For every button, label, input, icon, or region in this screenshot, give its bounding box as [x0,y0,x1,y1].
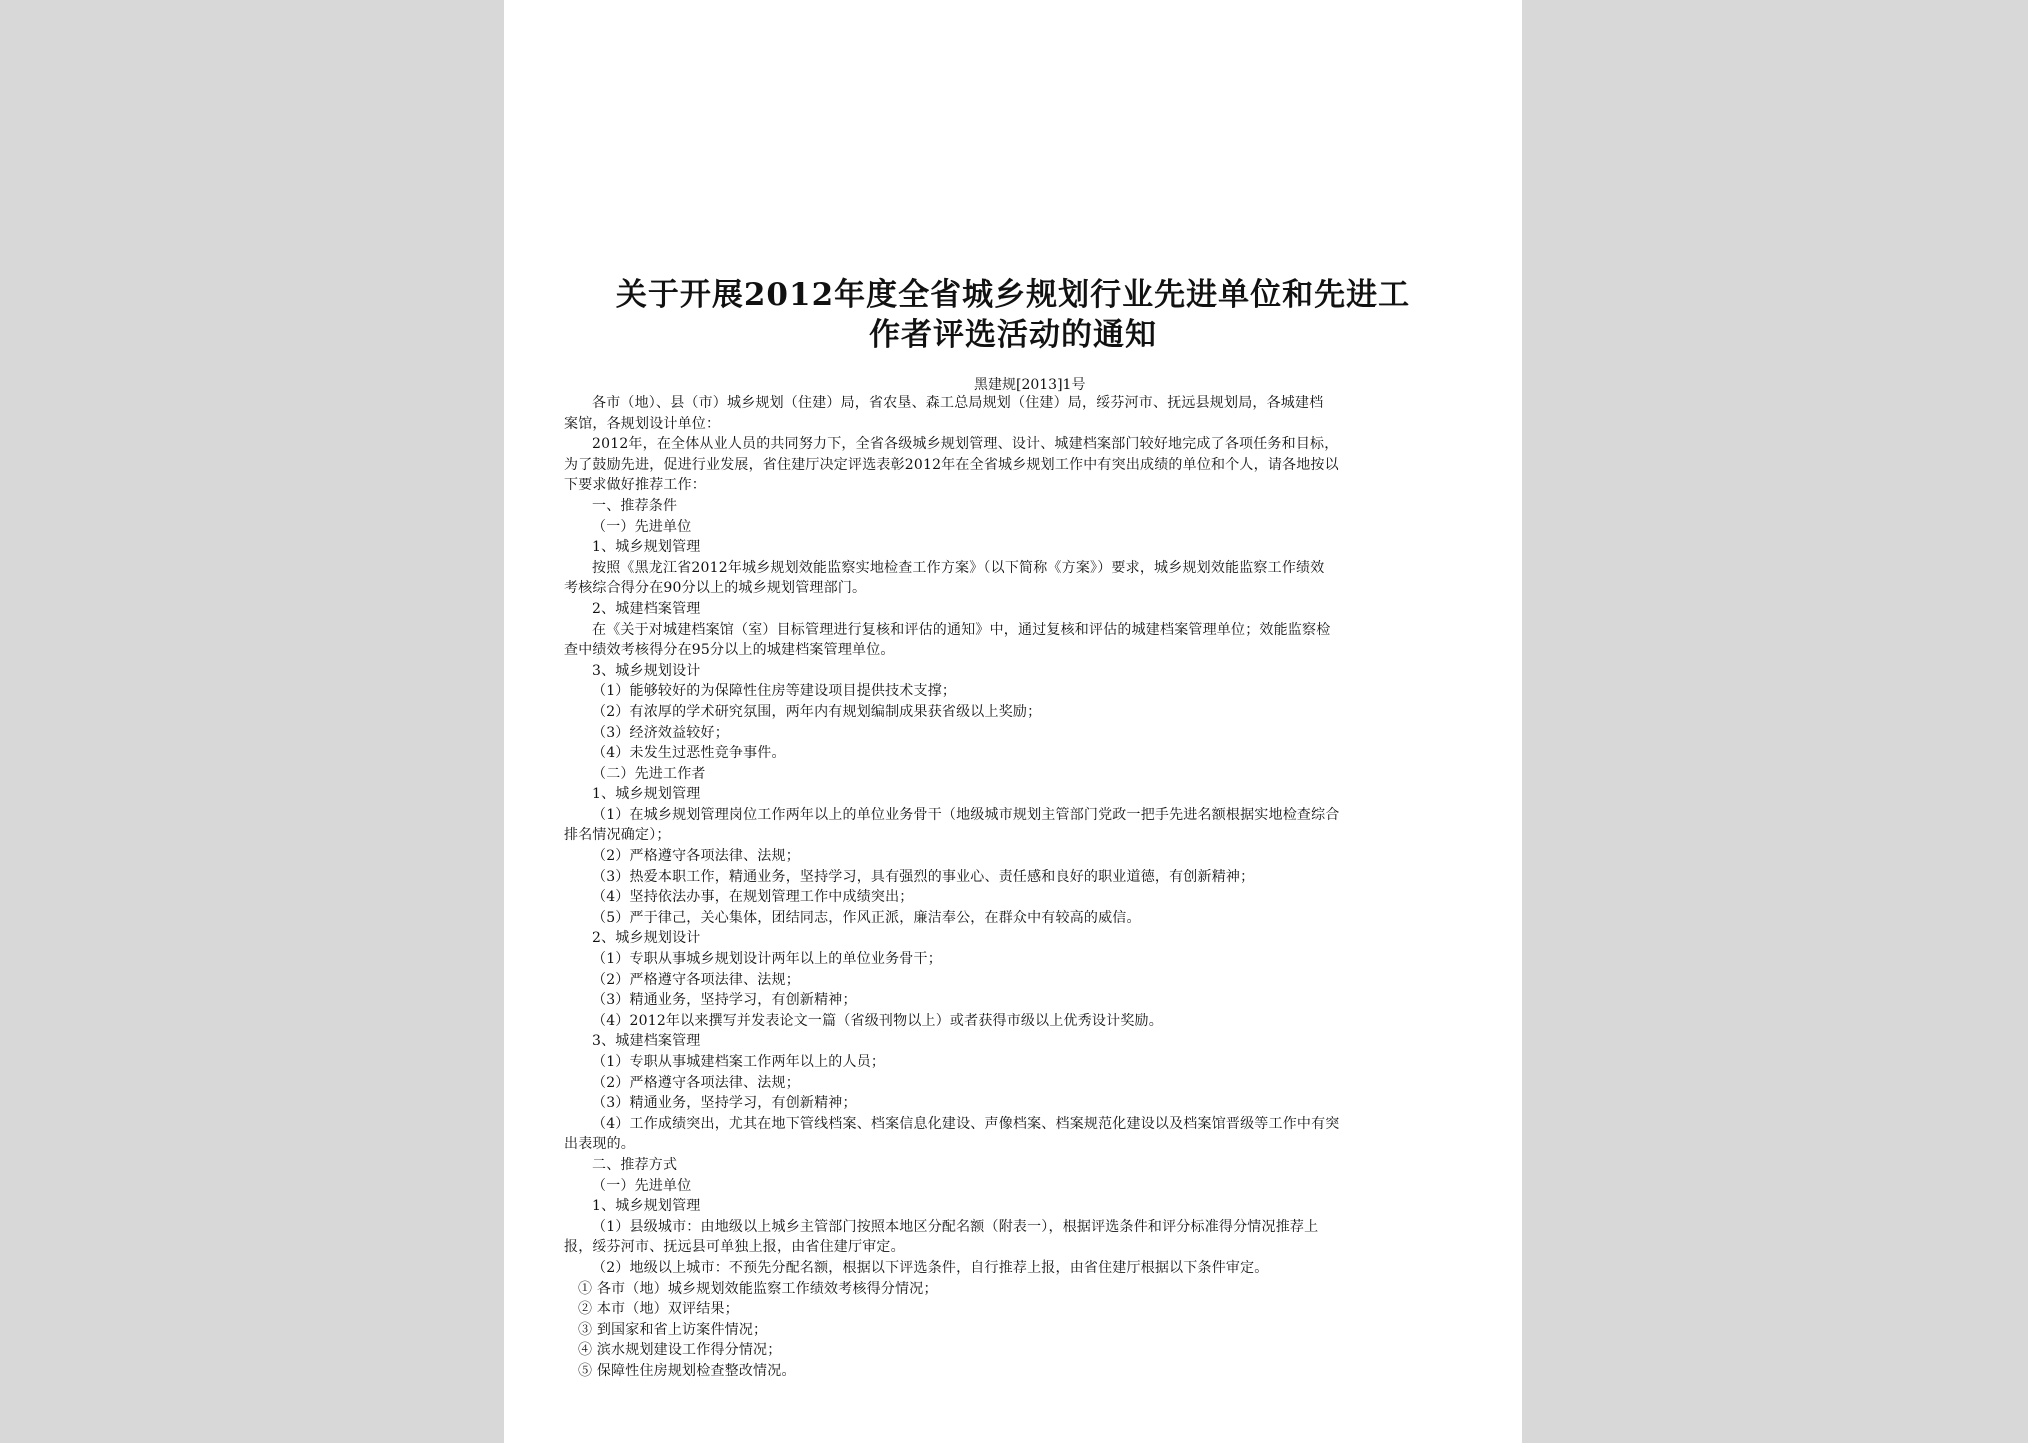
body-line: 为了鼓励先进，促进行业发展，省住建厅决定评选表彰2012年在全省城乡规划工作中有突出成绩的单位和个人，请各地按以 [564,456,1339,473]
viewer-background-left [0,0,504,1443]
list-item: （2）严格遵守各项法律、法规； [592,1074,800,1091]
list-item: （3）精通业务，坚持学习，有创新精神； [592,1095,857,1112]
item-heading: 1、城乡规划管理 [592,1198,701,1215]
item-heading: 3、城乡规划设计 [592,662,701,679]
section-heading: 一、推荐条件 [592,497,678,514]
list-item: ④ 滨水规划建设工作得分情况； [578,1342,782,1359]
item-heading: 2、城建档案管理 [592,600,701,617]
item-heading: 2、城乡规划设计 [592,930,701,947]
list-item: （3）热爱本职工作，精通业务，坚持学习，具有强烈的事业心、责任感和良好的职业道德，有创新精神； [592,868,1255,885]
list-item: （4）未发生过恶性竞争事件。 [592,745,786,762]
document-title-line-1: 关于开展2012年度全省城乡规划行业先进单位和先进工 [615,277,1411,313]
viewer-background-right [1522,0,2028,1443]
list-item: （2）有浓厚的学术研究氛围，两年内有规划编制成果获省级以上奖励； [592,703,1042,720]
list-item: （5）严于律己，关心集体，团结同志，作风正派，廉洁奉公，在群众中有较高的威信。 [592,909,1141,926]
body-line: 案馆，各规划设计单位： [564,415,721,432]
body-line: 2012年，在全体从业人员的共同努力下，全省各级城乡规划管理、设计、城建档案部门较好地完成了各项任务和目标， [592,436,1339,453]
body-line: 在《关于对城建档案馆（室）目标管理进行复核和评估的通知》中，通过复核和评估的城建档案管理单位；效能监察检 [592,621,1331,638]
item-heading: 1、城乡规划管理 [592,539,701,556]
document-number: 黑建规[2013]1号 [974,377,1086,393]
list-item: （4）2012年以来撰写并发表论文一篇（省级刊物以上）或者获得市级以上优秀设计奖励。 [592,1012,1163,1029]
subsection-heading: （二）先进工作者 [592,765,706,782]
document-title-line-2: 作者评选活动的通知 [869,317,1157,353]
list-item: （1）县级城市：由地级以上城乡主管部门按照本地区分配名额（附表一），根据评选条件和评分标准得分情况推荐上 [592,1218,1319,1235]
list-item: ① 各市（地）城乡规划效能监察工作绩效考核得分情况； [578,1280,938,1297]
section-heading: 二、推荐方式 [592,1156,678,1173]
list-item: （1）在城乡规划管理岗位工作两年以上的单位业务骨干（地级城市规划主管部门党政一把手先进名额根据实地检查综合 [592,806,1340,823]
list-item-continued: 出表现的。 [564,1136,635,1153]
list-item: ③ 到国家和省上访案件情况； [578,1321,768,1338]
body-line: 考核综合得分在90分以上的城乡规划管理部门。 [564,580,867,597]
item-heading: 1、城乡规划管理 [592,786,701,803]
list-item: （2）严格遵守各项法律、法规； [592,848,800,865]
list-item: ② 本市（地）双评结果； [578,1301,739,1318]
subsection-heading: （一）先进单位 [592,1177,692,1194]
body-line: 查中绩效考核得分在95分以上的城建档案管理单位。 [564,642,895,659]
list-item: （2）地级以上城市：不预先分配名额，根据以下评选条件，自行推荐上报，由省住建厅根据以下条件审定。 [592,1259,1269,1276]
list-item: ⑤ 保障性住房规划检查整改情况。 [578,1362,796,1379]
list-item-continued: 排名情况确定）； [564,827,671,844]
subsection-heading: （一）先进单位 [592,518,692,535]
list-item: （3）经济效益较好； [592,724,729,741]
document-body [564,393,1469,1382]
body-line: 下要求做好推荐工作： [564,477,706,494]
list-item: （1）专职从事城建档案工作两年以上的人员； [592,1054,886,1070]
list-item-continued: 报，绥芬河市、抚远县可单独上报，由省住建厅审定。 [564,1239,905,1256]
list-item: （1）能够较好的为保障性住房等建设项目提供技术支撑； [592,683,957,700]
body-line: 按照《黑龙江省2012年城乡规划效能监察实地检查工作方案》（以下简称《方案》）要求，城乡规划效能监察工作绩效 [592,559,1325,576]
list-item: （4）坚持依法办事，在规划管理工作中成绩突出； [592,889,914,906]
list-item: （3）精通业务，坚持学习，有创新精神； [592,992,857,1009]
body-line: 各市（地）、县（市）城乡规划（住建）局，省农垦、森工总局规划（住建）局，绥芬河市、抚远县规划局，各城建档 [592,395,1324,411]
document-page [504,0,1522,1443]
list-item: （4）工作成绩突出，尤其在地下管线档案、档案信息化建设、声像档案、档案规范化建设以及档案馆晋级等工作中有突 [592,1115,1340,1132]
list-item: （1）专职从事城乡规划设计两年以上的单位业务骨干； [592,951,942,968]
item-heading: 3、城建档案管理 [592,1033,701,1050]
list-item: （2）严格遵守各项法律、法规； [592,971,800,988]
